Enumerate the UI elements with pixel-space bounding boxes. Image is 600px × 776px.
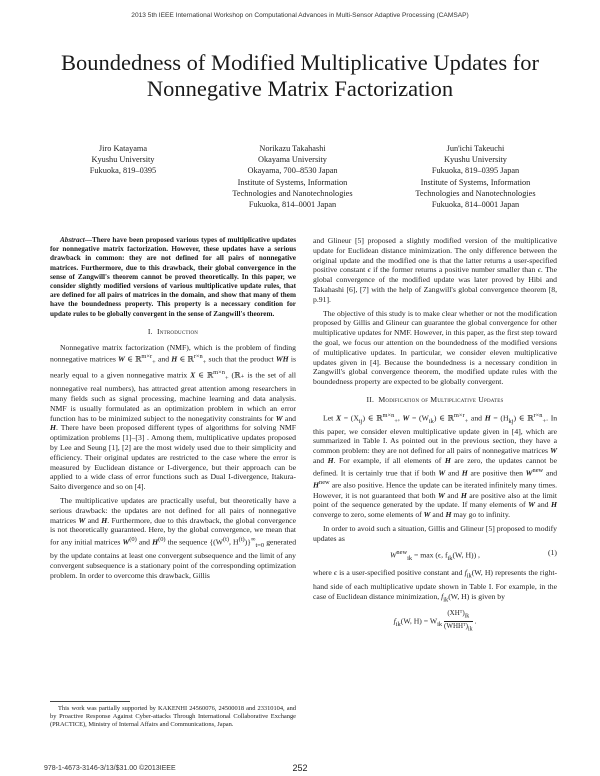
isbn-copyright: 978-1-4673-3146-3/13/$31.00 ©2013IEEE: [44, 765, 176, 772]
right-paragraph-2: The objective of this study is to make clear whether or not the modification proposed by Gillis and Glineur can guarantee the global convergence for other multiplicative updates for NMF. However, in this paper, as the first step toward the goal, we focus our attention on the boundedness of the modified versions of multiplicative updates. In particular, we consider eleven multiplicative updates given in [4]. Because the boundedness is a necessary condition in Zangwill's global convergence theorem, the modified update rules with the boundedness property are expected to be globally convergent.: [313, 308, 557, 387]
author-affiliation-2: Institute of Systems, Information: [420, 177, 531, 187]
author-affiliation: Kyushu University: [91, 155, 155, 165]
author-address: Fukuoka, 819–0395 Japan: [431, 166, 520, 176]
left-column: [50, 236, 296, 584]
section-2-paragraph-1: Let $X = (X_{ij})$ ∈ ℝ$^{m\times n}_+$, $W = (W_{ik})$ ∈ ℝ$^{m\times r}_+$ and $H = (H_{kj})$ ∈ ℝ$^{r\times n}_+$. In this paper, we consider eleven multiplicative update given in [4], which are summarized in Table I. As pointed out in the previous section, they have a common problem: they are not defined for all pairs of nonnegative matrices W and H. For example, if all elements of H are zero, the updates cannot be defined. It is certainly true that if both W and H are positive then $W^{new}$ and $H^{new}$ are also positive. Hence the update can be iterated infinitely many times. However, it is not guaranteed that both W and H are positive also at the limit point of the sequence generated by the update. If many elements of W and H converge to zero, some elements of W and H may go to infinity.: [313, 411, 558, 520]
conference-header: 2013 5th IEEE International Workshop on Computational Advances in Multi-Sensor Adaptive Processing (CAMSAP): [131, 12, 469, 19]
author-address: Fukuoka, 819–0395: [89, 166, 157, 176]
footnote-rule: [50, 701, 130, 702]
abstract: [50, 236, 296, 319]
author-address-2: Fukuoka, 814–0001 Japan: [248, 200, 337, 210]
author-address: Okayama, 700–8530 Japan: [247, 166, 338, 176]
section-2-paragraph-2: In order to avoid such a situation, Gillis and Glineur [5] proposed to modify updates as: [313, 523, 557, 543]
author-address-2: Fukuoka, 814–0001 Japan: [431, 200, 520, 210]
author-name: Jun'ichi Takeuchi: [446, 144, 505, 153]
abstract-text: —There have been proposed various types of multiplicative updates for nonnegative matrix factorization. However, these updates have a serious drawback in common: they are not defined for all pairs of nonnegative matrices. Furthermore, due to this drawback, their global convergence in the sense of Zangwill's theorem cannot be proved theoretically. In this paper, we consider slightly modified versions of various multiplicative update rules, that are defined for all pairs of matrices in the domain, and show that many of them have the boundedness property. This property is a necessary condition for update rules to be globally convergent in the sense of Zangwill's theorem.: [50, 236, 296, 318]
author-1: [58, 143, 188, 177]
abstract-label: Abstract: [60, 236, 85, 244]
right-paragraph-1: and Glineur [5] proposed a slightly modified version of the multiplicative update for Euclidean distance minimization. The only difference between the original update and the modified one is that the latter returns a user-specified positive constant ϵ if the former returns a positive number smaller than ϵ. The global convergence of the modified update was later proved by Hibi and Takahashi [6], [7] with the help of Zangwill's global convergence theorem [8, p.91].: [313, 236, 558, 304]
author-affiliation: Okayama University: [258, 155, 327, 165]
section-1-heading: I. Introduction: [147, 326, 199, 336]
title-line-2: Nonnegative Matrix Factorization: [146, 76, 454, 101]
author-affiliation-2b: Technologies and Nanotechnologies: [232, 188, 353, 198]
section-2-heading: II. Modification of Multiplicative Updates: [366, 394, 504, 404]
author-name: Norikazu Takahashi: [259, 144, 326, 153]
author-name: Jiro Katayama: [98, 144, 148, 153]
title-line-1: Boundedness of Modified Multiplicative Updates for: [60, 50, 540, 75]
author-affiliation: Kyushu University: [444, 155, 507, 165]
footnote: This work was partially supported by KAKENHI 24560076, 24500018 and 23310104, and by Proactive Response Against Cyber-attacks Through International Collaborative Exchange (PRACTICE), Ministry of Internal Affairs and Communications, Japan.: [50, 705, 296, 728]
equation-number: (1): [548, 547, 557, 557]
page-number: 252: [292, 763, 308, 773]
right-column: [313, 236, 557, 640]
author-3: [388, 143, 563, 210]
intro-paragraph-2: The multiplicative updates are practically useful, but theoretically have a serious drawback: the updates are not defined for all pairs of nonnegative matrices W and H. Furthermore, due to this drawback, the global convergence is not theoretically guaranteed. Here, by the global convergence, we mean that for any initial matrices $W^{(0)}$ and $H^{(0)}$ the sequence {($W^{(t)}$, $H^{(t)})\}^\infty_{t=0}$ generated by the update contains at least one convergent subsequence and the limit of any convergent subsequence is a stationary point of the corresponding optimization problem. In order to overcome this drawback, Gillis: [50, 495, 297, 580]
section-2-paragraph-3: where ϵ is a user-specified positive constant and $f_{ik}(W$, H) represents the right-hand side of each multiplicative update shown in Table I. For example, in the case of Euclidean distance minimization, $f_{ik}(W$, H) is given by: [313, 568, 558, 604]
author-affiliation-2b: Technologies and Nanotechnologies: [415, 188, 536, 198]
equation-2: $f_{ik}(W$, $H) = W_{ik}$ $\frac{(XHᵀ)_{ik}}{(WHHᵀ)_{ik}}$ .: [393, 608, 477, 633]
author-2: [205, 143, 380, 210]
intro-paragraph-1: Nonnegative matrix factorization (NMF), which is the problem of finding nonnegative matrices W ∈ ℝ$^{m\times r}_+$ and H ∈ ℝ$^{r\times n}_+$ such that the product WH is nearly equal to a given nonnegative matrix X ∈ ℝ$^{m\times n}_+$ (ℝ₊ is the set of all nonnegative real numbers), has attracted great attention among researchers in many fields such as signal processing, machine learning and data analysis. NMF is usually formulated as an optimization problem in which an error function has to be minimized subject to the nonegativity constraints for W and H. There have been proposed different types of algorithms for solving NMF optimization problems [1]–[3] . Among them, multiplicative updates proposed by Lee and Seung [1], [2] are the most widely used due to their simplicity and efficiency. Their original updates are restricted to the case where the error is measured by Euclidean distance or I-divergence, but their approach can be applied to a wide class of error functions such as Dual I-divergence, Itakura-Saito divergence and so on [4].: [50, 342, 297, 492]
equation-1: $W^{new}_{ik} = \max (\epsilon$, $f_{ik}(W$, H)) , (1): [390, 547, 557, 562]
author-affiliation-2: Institute of Systems, Information: [237, 177, 348, 187]
paper-title: [40, 50, 560, 102]
fraction: $\frac{(XHᵀ)_{ik}}{(WHHᵀ)_{ik}}$: [444, 608, 473, 633]
